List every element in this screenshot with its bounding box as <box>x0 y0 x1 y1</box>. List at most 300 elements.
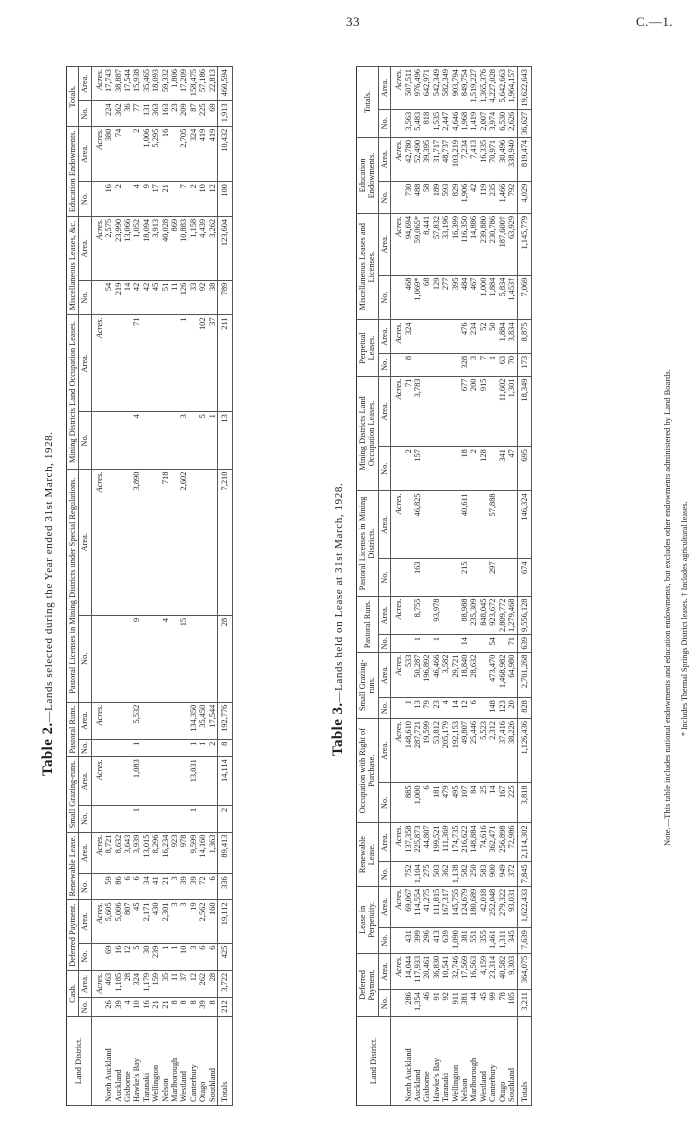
cell-value: 39 <box>189 874 198 900</box>
cell-value: 205,179 <box>441 719 450 783</box>
table-row <box>479 67 488 1106</box>
district-name: Southland <box>507 1017 517 1106</box>
cell-value: 1,884 <box>488 275 497 320</box>
cell-value: 362 <box>441 862 450 886</box>
cell-value <box>123 469 132 615</box>
cell-value: 287,721 <box>413 719 422 783</box>
subheader-area: Area. <box>378 376 390 447</box>
cell-value: 21 <box>161 998 170 1017</box>
cell-value: 39 <box>198 998 207 1017</box>
subheader-area: Area. <box>79 126 91 181</box>
cell-value <box>441 635 450 653</box>
cell-value: 2,171 <box>142 900 151 943</box>
cell-value: 8 <box>170 998 179 1017</box>
column-group-header: Pastoral Runs. <box>357 596 379 652</box>
cell-value <box>170 182 179 217</box>
cell-value: 49,807 <box>460 719 469 783</box>
cell-value: 6 <box>123 874 132 900</box>
subheader-no: No. <box>79 943 91 970</box>
cell-value: 395 <box>451 275 460 320</box>
district-name: Taranaki <box>441 1017 450 1106</box>
cell-value <box>441 596 450 635</box>
subheader-no: No. <box>79 182 91 217</box>
cell-value <box>422 596 431 635</box>
cell-value: 1,519,227 <box>469 67 478 110</box>
cell-value: 20 <box>507 698 517 719</box>
table-row <box>422 67 431 1106</box>
cell-value: 903,794 <box>451 67 460 110</box>
cell-value: 148,884 <box>469 823 478 862</box>
cell-value: 13,031 <box>189 757 198 806</box>
cell-value: 911 <box>451 990 460 1017</box>
cell-value: 37 <box>208 315 218 412</box>
cell-value: 1 <box>198 739 207 757</box>
cell-value <box>451 559 460 596</box>
cell-value: 16 <box>114 943 123 970</box>
cell-value: 362,471 <box>488 823 497 862</box>
cell-value: 286 <box>404 990 413 1017</box>
subheader-no: No. <box>378 990 390 1017</box>
table-row <box>451 67 460 1106</box>
district-name: Hawke's Bay <box>432 1017 441 1106</box>
cell-value: 163 <box>413 559 422 596</box>
cell-value: 200 <box>469 376 478 447</box>
district-name: Otago <box>498 1017 507 1106</box>
cell-value: 473,470 <box>488 652 497 698</box>
cell-value: 52,490 <box>413 137 422 181</box>
cell-value: 40,028 <box>161 216 170 280</box>
cell-value: 128 <box>479 447 488 491</box>
cell-value: 642,971 <box>422 67 431 110</box>
cell-value: 16 <box>142 998 151 1017</box>
cell-value: 48,737 <box>441 137 450 181</box>
cell-value <box>488 447 497 491</box>
cell-value <box>432 320 441 353</box>
unit-label: Acres. <box>391 67 404 110</box>
cell-value: 533 <box>404 652 413 698</box>
column-group-header: Pastoral Runs. <box>67 702 79 757</box>
cell-value <box>441 491 450 559</box>
cell-value: 28 <box>123 970 132 997</box>
cell-value: 900 <box>488 862 497 886</box>
cell-value: 230,786 <box>488 213 497 275</box>
district-name: Gisborne <box>422 1017 431 1106</box>
unit-label: Acres. <box>391 596 404 635</box>
cell-value: 5,523 <box>479 719 488 783</box>
cell-value <box>432 491 441 559</box>
cell-value: 2,705 <box>179 126 188 181</box>
cell-value: 2,575 <box>104 216 113 280</box>
cell-value: 19,599 <box>422 719 431 783</box>
cell-value: 23,990 <box>114 216 123 280</box>
cell-value: 28 <box>208 970 218 997</box>
cell-value <box>179 757 188 806</box>
cell-value: 2,602 <box>179 469 188 615</box>
cell-value: 4 <box>123 998 132 1017</box>
district-name: Auckland <box>114 1017 123 1106</box>
cell-value: 488 <box>413 181 422 213</box>
table-row <box>104 67 113 1106</box>
cell-value <box>189 469 198 615</box>
unit-spacer <box>391 109 404 137</box>
cell-value: 1 <box>179 315 188 412</box>
cell-value: 3 <box>170 874 179 900</box>
cell-value: 209 <box>179 101 188 126</box>
cell-value <box>208 805 218 832</box>
unit-spacer <box>91 182 104 217</box>
cell-value <box>161 805 170 832</box>
column-group-header: Education Endowments. <box>67 126 79 216</box>
cell-value: 30,496 <box>498 137 507 181</box>
cell-value <box>422 353 431 376</box>
table-row <box>151 67 160 1106</box>
column-group-header: Deferred Payment. <box>357 953 379 1016</box>
totals-value: 7,210 <box>218 469 232 615</box>
cell-value: 5,834 <box>498 275 507 320</box>
cell-value: 1,090 <box>451 928 460 954</box>
table-row <box>507 67 517 1106</box>
unit-label: Acres. <box>391 376 404 447</box>
cell-value: 114,554 <box>413 886 422 927</box>
cell-value: 30 <box>142 943 151 970</box>
subheader-no: No. <box>79 998 91 1017</box>
cell-value: 5 <box>132 943 141 970</box>
cell-value: 74,616 <box>479 823 488 862</box>
district-name: North Auckland <box>404 1017 413 1106</box>
cell-value: 583 <box>479 862 488 886</box>
cell-value: 848,045 <box>479 596 488 635</box>
cell-value: 21 <box>151 998 160 1017</box>
cell-value <box>170 739 179 757</box>
cell-value: 159 <box>151 970 160 997</box>
cell-value <box>498 559 507 596</box>
cell-value: 57,186 <box>198 67 207 101</box>
cell-value: 431 <box>404 928 413 954</box>
cell-value <box>170 805 179 832</box>
cell-value: 13,015 <box>142 832 151 874</box>
cell-value <box>123 126 132 181</box>
cell-value: 1,185 <box>114 970 123 997</box>
cell-value: 17,743 <box>104 67 113 101</box>
cell-value: 91 <box>432 990 441 1017</box>
cell-value <box>189 615 198 702</box>
column-group-header: Totals. <box>67 67 79 127</box>
cell-value: 181 <box>432 783 441 823</box>
cell-value: 94,694 <box>404 213 413 275</box>
cell-value: 196,892 <box>422 652 431 698</box>
cell-value: 250 <box>469 862 478 886</box>
table-row <box>404 67 413 1106</box>
cell-value: 14 <box>488 783 497 823</box>
cell-value: 468 <box>404 275 413 320</box>
totals-value: 123,604 <box>218 216 232 280</box>
cell-value: 57,888 <box>488 491 497 559</box>
unit-label: Acres. <box>91 469 104 615</box>
cell-value: 1,461 <box>488 928 497 954</box>
cell-value: 2 <box>189 182 198 217</box>
cell-value: 37 <box>179 970 188 997</box>
column-group-header: Pastoral Licenses in Mining Districts. <box>357 491 379 596</box>
cell-value: 167,317 <box>441 886 450 927</box>
totals-value: 364,075 <box>517 953 531 989</box>
totals-value: 100 <box>218 182 232 217</box>
cell-value: 1,453† <box>507 275 517 320</box>
district-name: Southland <box>208 1017 218 1106</box>
cell-value: 38,887 <box>114 67 123 101</box>
cell-value: 116,350 <box>460 213 469 275</box>
cell-value: 14 <box>460 635 469 653</box>
cell-value <box>114 805 123 832</box>
totals-label: Totals <box>517 1017 531 1106</box>
table3-subheader-row <box>378 67 390 1106</box>
cell-value: 103,219 <box>451 137 460 181</box>
cell-value: 1 <box>189 739 198 757</box>
cell-value: 479 <box>441 783 450 823</box>
cell-value: 1,179 <box>142 970 151 997</box>
cell-value: 1,069* <box>413 275 422 320</box>
cell-value <box>413 320 422 353</box>
subheader-no: No. <box>378 109 390 137</box>
cell-value: 849,754 <box>460 67 469 110</box>
cell-value <box>170 757 179 806</box>
cell-value: 829 <box>451 181 460 213</box>
subheader-area: Area. <box>378 719 390 783</box>
cell-value <box>198 757 207 806</box>
cell-value: 2,809,772 <box>498 596 507 635</box>
cell-value: 9 <box>142 182 151 217</box>
cell-value: 63,929 <box>507 213 517 275</box>
cell-value: 54 <box>104 280 113 315</box>
cell-value: 12 <box>460 698 469 719</box>
cell-value <box>479 652 488 698</box>
totals-value: 14,114 <box>218 757 232 806</box>
cell-value: 145,755 <box>451 886 460 927</box>
cell-value <box>142 805 151 832</box>
cell-value: 84 <box>469 783 478 823</box>
unit-spacer <box>91 874 104 900</box>
cell-value <box>488 376 497 447</box>
cell-value <box>170 315 179 412</box>
cell-value: 22,813 <box>208 67 218 101</box>
table3-footnote: * Includes Thermal Springs District leases. † Includes agricultural leases. <box>680 501 689 736</box>
subheader-area: Area. <box>378 137 390 181</box>
cell-value: 5,006 <box>114 900 123 943</box>
cell-value: 216,622 <box>460 823 469 862</box>
totals-value: 192,776 <box>218 702 232 739</box>
cell-value <box>507 491 517 559</box>
cell-value <box>451 491 460 559</box>
cell-value: 93,031 <box>507 886 517 927</box>
table2-title <box>40 431 57 776</box>
cell-value: 235,309 <box>469 596 478 635</box>
column-group-header: Renewable Lease. <box>67 832 79 900</box>
cell-value: 64,980 <box>507 652 517 698</box>
totals-value: 7,069 <box>517 275 531 320</box>
unit-spacer <box>91 280 104 315</box>
cell-value: 2 <box>404 447 413 491</box>
cell-value <box>151 757 160 806</box>
totals-value: 819,474 <box>517 137 531 181</box>
cell-value: 1 <box>189 805 198 832</box>
cell-value: 21 <box>161 874 170 900</box>
cell-value: 4,439 <box>198 216 207 280</box>
cell-value: 10 <box>198 182 207 217</box>
table-row <box>179 67 188 1106</box>
cell-value: 45 <box>479 990 488 1017</box>
cell-value: 105 <box>507 990 517 1017</box>
unit-label: Acres. <box>91 900 104 943</box>
cell-value <box>104 739 113 757</box>
cell-value: 5,642,663 <box>498 67 507 110</box>
cell-value <box>432 353 441 376</box>
cell-value: 363 <box>151 101 160 126</box>
cell-value: 36,830 <box>432 953 441 989</box>
cell-value: 3 <box>170 900 179 943</box>
cell-value: 1,279,468 <box>507 596 517 635</box>
subheader-no: No. <box>79 101 91 126</box>
cell-value <box>413 353 422 376</box>
cell-value: 225 <box>198 101 207 126</box>
cell-value: 5,483 <box>413 109 422 137</box>
column-group-header: Occupation with Right of Purchase. <box>357 719 379 823</box>
cell-value <box>451 596 460 635</box>
cell-value <box>479 491 488 559</box>
cell-value <box>104 469 113 615</box>
cell-value: 13 <box>413 698 422 719</box>
cell-value: 39 <box>114 998 123 1017</box>
totals-value: 1,622,433 <box>517 886 531 927</box>
cell-value: 16 <box>104 182 113 217</box>
column-header-land-district: Land District. <box>67 1017 92 1106</box>
cell-value <box>479 559 488 596</box>
totals-value: 9,556,128 <box>517 596 531 635</box>
cell-value: 3 <box>179 900 188 943</box>
table2-subheader-row <box>79 67 91 1106</box>
cell-value: 718 <box>161 469 170 615</box>
cell-value: 4,227,028 <box>488 67 497 110</box>
cell-value: 1 <box>404 698 413 719</box>
cell-value: 3 <box>179 412 188 469</box>
cell-value: 1,884 <box>498 320 507 353</box>
column-group-header: Pastoral Licenses in Mining Districts under Special Regulations. <box>67 469 79 702</box>
cell-value: 71 <box>132 315 141 412</box>
cell-value: 19 <box>189 900 198 943</box>
subheader-no: No. <box>79 615 91 702</box>
cell-value: 476 <box>460 320 469 353</box>
cell-value: 976,496 <box>413 67 422 110</box>
cell-value: 3,890 <box>132 469 141 615</box>
subheader-no: No. <box>79 805 91 832</box>
totals-value: 19,112 <box>218 900 232 943</box>
cell-value: 1,964,157 <box>507 67 517 110</box>
cell-value: 2 <box>469 447 478 491</box>
cell-value <box>151 739 160 757</box>
column-group-header: Mining Districts Land Occupation Leases. <box>67 315 79 469</box>
cell-value: 297 <box>488 559 497 596</box>
cell-value <box>432 447 441 491</box>
cell-value: 134,350 <box>189 702 198 739</box>
cell-value: 8 <box>208 998 218 1017</box>
cell-value: 215 <box>460 559 469 596</box>
cell-value: 69,067 <box>404 886 413 927</box>
cell-value: 1,301 <box>507 376 517 447</box>
cell-value <box>198 805 207 832</box>
cell-value: 542,349 <box>432 67 441 110</box>
totals-value: 695 <box>517 447 531 491</box>
cell-value: 3,913 <box>151 216 160 280</box>
column-group-header: Miscellaneous Leases, &c. <box>67 216 79 315</box>
cell-value: 978 <box>179 832 188 874</box>
unit-spacer <box>391 275 404 320</box>
cell-value <box>114 615 123 702</box>
cell-value: 752 <box>404 862 413 886</box>
totals-value: 639 <box>517 635 531 653</box>
cell-value <box>161 757 170 806</box>
cell-value: 3,939 <box>132 832 141 874</box>
cell-value: 99 <box>488 990 497 1017</box>
table-row <box>123 67 132 1106</box>
cell-value: 3,582 <box>441 652 450 698</box>
totals-value: 18,349 <box>517 376 531 447</box>
page-number: 33 <box>346 14 360 29</box>
cell-value <box>151 805 160 832</box>
cell-value: 46,466 <box>432 652 441 698</box>
cell-value: 467 <box>469 275 478 320</box>
cell-value: 1,363 <box>208 832 218 874</box>
cell-value <box>142 315 151 412</box>
cell-value <box>123 412 132 469</box>
cell-value <box>170 615 179 702</box>
cell-value: 52 <box>479 320 488 353</box>
table-row <box>413 67 422 1106</box>
subheader-no: No. <box>79 874 91 900</box>
cell-value: 3 <box>469 353 478 376</box>
subheader-no: No. <box>378 783 390 823</box>
cell-value: 381 <box>460 928 469 954</box>
cell-value: 11 <box>170 280 179 315</box>
cell-value <box>170 702 179 739</box>
column-group-header: Lease in Perpetuity. <box>357 886 379 953</box>
unit-label: Acres. <box>91 126 104 181</box>
cell-value: 111,815 <box>432 886 441 927</box>
district-name: Canterbury <box>189 1017 198 1106</box>
cell-value: 324 <box>132 970 141 997</box>
table-row <box>114 67 123 1106</box>
cell-value: 1,806 <box>170 67 179 101</box>
unit-label: Acres. <box>91 67 104 101</box>
totals-value: 8,875 <box>517 320 531 353</box>
cell-value: 18,094 <box>142 216 151 280</box>
cell-value <box>104 412 113 469</box>
unit-label: Acres. <box>91 216 104 280</box>
cell-value: 59 <box>104 874 113 900</box>
cell-value <box>142 615 151 702</box>
cell-value <box>161 412 170 469</box>
cell-value: 8,721 <box>104 832 113 874</box>
cell-value: 10,541 <box>441 953 450 989</box>
cell-value: 77 <box>132 101 141 126</box>
cell-value: 1,006 <box>142 126 151 181</box>
cell-value: 70 <box>507 353 517 376</box>
district-name: Canterbury <box>488 1017 497 1106</box>
unit-spacer <box>391 783 404 823</box>
cell-value: 17 <box>151 182 160 217</box>
cell-value: 17,544 <box>123 67 132 101</box>
subheader-area: Area. <box>79 970 91 997</box>
cell-value: 5,532 <box>132 702 141 739</box>
cell-value: 399 <box>413 928 422 954</box>
subheader-area: Area. <box>378 67 390 110</box>
